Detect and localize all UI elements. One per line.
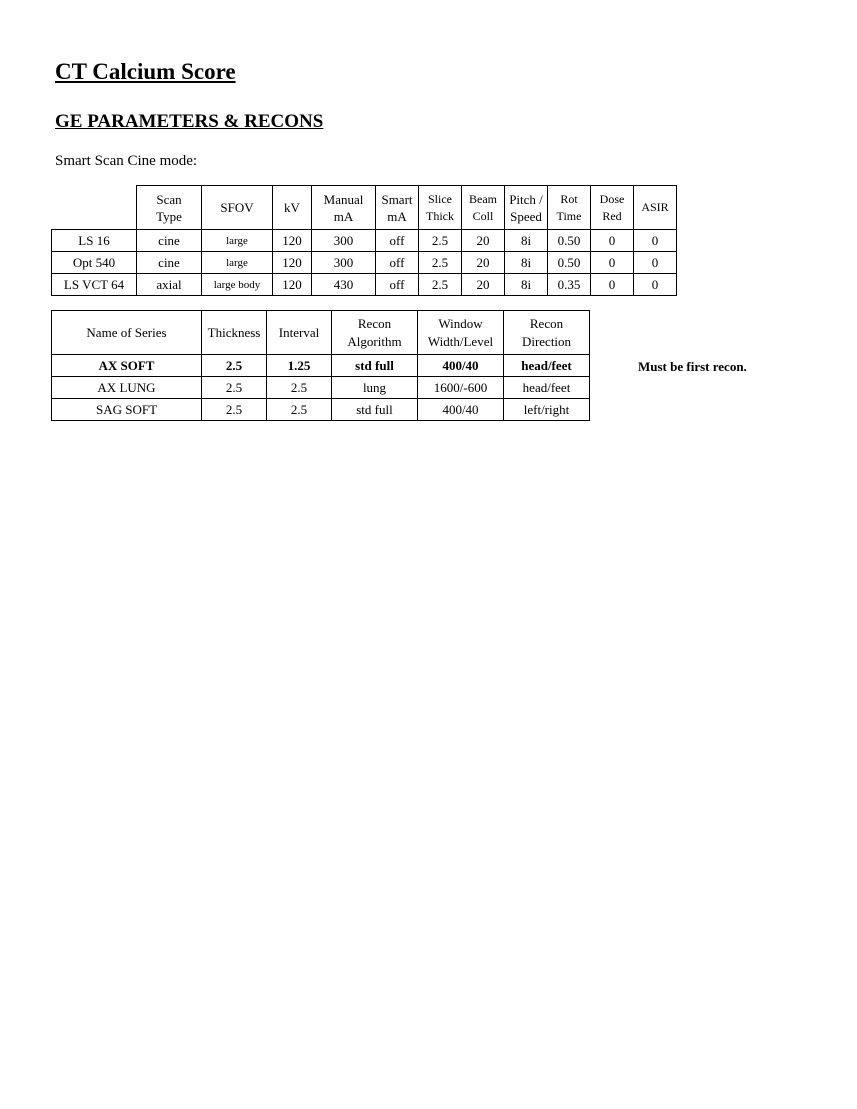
scan-parameters-table (51, 185, 677, 296)
table-cell: 0 (634, 274, 677, 296)
table-cell: 1.25 (267, 355, 332, 377)
scan-table-header-row (52, 186, 677, 230)
header-window-width-level: Window Width/Level (418, 311, 504, 355)
table-cell: off (376, 230, 419, 252)
table-cell: large (202, 252, 273, 274)
header-asir: ASIR (634, 186, 677, 230)
table-cell: 0 (634, 252, 677, 274)
series-name: AX LUNG (52, 377, 202, 399)
header-rot-time: Rot Time (548, 186, 591, 230)
header-thickness: Thickness (202, 311, 267, 355)
table-cell: 0 (591, 230, 634, 252)
header-scan-type: Scan Type (137, 186, 202, 230)
table-cell: off (376, 274, 419, 296)
table-cell: axial (137, 274, 202, 296)
table-cell: 300 (312, 252, 376, 274)
table-cell: 300 (312, 230, 376, 252)
header-dose-red: Dose Red (591, 186, 634, 230)
scan-table-corner (52, 186, 137, 230)
table-cell: 0 (634, 230, 677, 252)
recon-table (51, 310, 590, 421)
table-cell: 8i (505, 230, 548, 252)
header-manual-ma: Manual mA (312, 186, 376, 230)
table-cell: 120 (273, 230, 312, 252)
table-cell: 0.50 (548, 252, 591, 274)
header-beam-coll: Beam Coll (462, 186, 505, 230)
table-cell: 8i (505, 274, 548, 296)
table-cell: large (202, 230, 273, 252)
table-cell: 20 (462, 274, 505, 296)
table-cell: std full (332, 399, 418, 421)
table-cell: 0 (591, 252, 634, 274)
table-cell: cine (137, 230, 202, 252)
table-row (52, 252, 677, 274)
table-cell: off (376, 252, 419, 274)
series-name: SAG SOFT (52, 399, 202, 421)
recon-table-header-row (52, 311, 590, 355)
table-row (52, 355, 590, 377)
table-cell: 1600/-600 (418, 377, 504, 399)
table-cell: cine (137, 252, 202, 274)
header-slice-thick: Slice Thick (419, 186, 462, 230)
table-cell: 2.5 (202, 377, 267, 399)
table-cell: 2.5 (202, 399, 267, 421)
header-interval: Interval (267, 311, 332, 355)
scanner-name: LS 16 (52, 230, 137, 252)
table-cell: 0.35 (548, 274, 591, 296)
scanner-name: LS VCT 64 (52, 274, 137, 296)
table-cell: 2.5 (202, 355, 267, 377)
table-cell: 20 (462, 252, 505, 274)
table-row (52, 399, 590, 421)
scan-mode-label: Smart Scan Cine mode: (55, 153, 198, 169)
page-title: CT Calcium Score (55, 59, 236, 84)
series-name: AX SOFT (52, 355, 202, 377)
table-cell: 2.5 (419, 230, 462, 252)
table-cell: 2.5 (419, 252, 462, 274)
table-cell: 2.5 (267, 399, 332, 421)
table-cell: 400/40 (418, 355, 504, 377)
header-smart-ma: Smart mA (376, 186, 419, 230)
header-kv: kV (273, 186, 312, 230)
first-recon-note: Must be first recon. (638, 359, 747, 374)
table-row (52, 274, 677, 296)
table-cell: 8i (505, 252, 548, 274)
table-cell: 20 (462, 230, 505, 252)
table-cell: lung (332, 377, 418, 399)
scanner-name: Opt 540 (52, 252, 137, 274)
table-cell: head/feet (504, 355, 590, 377)
header-series-name: Name of Series (52, 311, 202, 355)
section-heading: GE PARAMETERS & RECONS (55, 111, 324, 132)
header-recon-algorithm: Recon Algorithm (332, 311, 418, 355)
table-cell: std full (332, 355, 418, 377)
table-cell: 0 (591, 274, 634, 296)
table-cell: large body (202, 274, 273, 296)
table-row (52, 377, 590, 399)
table-cell: 400/40 (418, 399, 504, 421)
table-cell: 430 (312, 274, 376, 296)
table-cell: 0.50 (548, 230, 591, 252)
table-cell: head/feet (504, 377, 590, 399)
table-cell: 120 (273, 274, 312, 296)
table-cell: 2.5 (267, 377, 332, 399)
table-row (52, 230, 677, 252)
table-cell: 120 (273, 252, 312, 274)
header-sfov: SFOV (202, 186, 273, 230)
header-recon-direction: Recon Direction (504, 311, 590, 355)
table-cell: left/right (504, 399, 590, 421)
table-cell: 2.5 (419, 274, 462, 296)
header-pitch-speed: Pitch / Speed (505, 186, 548, 230)
